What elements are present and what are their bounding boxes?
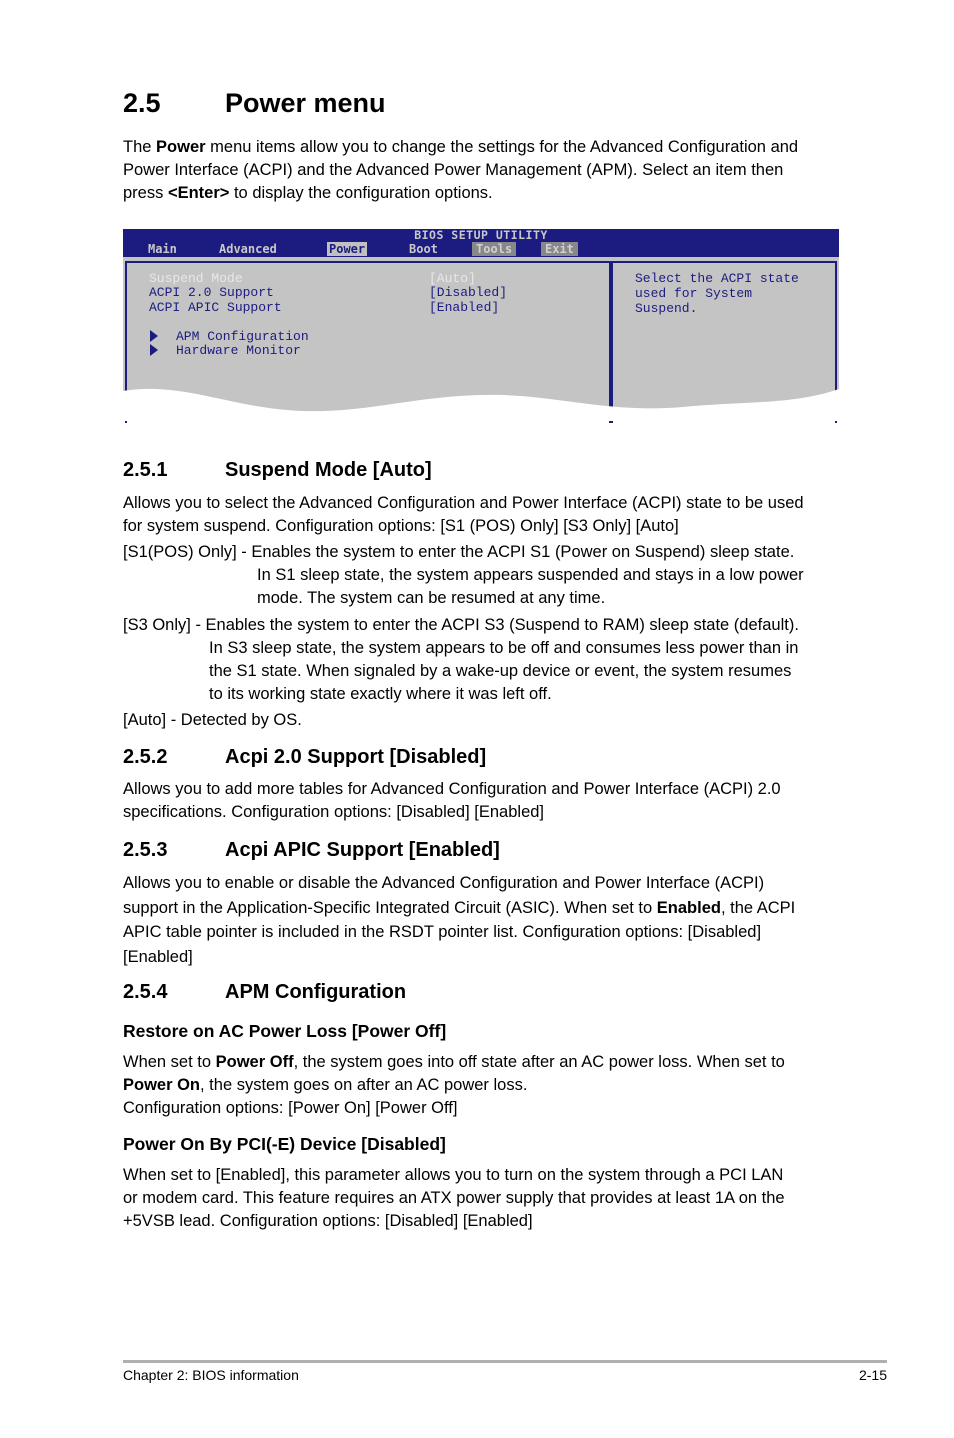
body-line: In S1 sleep state, the system appears suspended and stays in a low power — [257, 566, 804, 584]
bios-value-acpi-apic[interactable]: [Enabled] — [429, 300, 500, 315]
footer-page-number: 2-15 — [858, 1367, 887, 1383]
s1-paragraph — [123, 492, 804, 538]
body-line: to its working state exactly where it was left off. — [209, 685, 552, 703]
section-number: 2.5.4 — [123, 981, 168, 1003]
section-heading-2-5-3 — [123, 839, 500, 862]
body-text: support in the Application-Specific Integrated Circuit (ASIC). When set to — [123, 898, 657, 917]
body-line: specifications. Configuration options: [Disabled] [Enabled] — [123, 803, 544, 821]
body-line: +5VSB lead. Configuration options: [Disabled] [Enabled] — [123, 1212, 533, 1230]
intro-bold: Power — [156, 138, 206, 156]
body-line: APIC table pointer is included in the RSDT pointer list. Configuration options: [Disabled] — [123, 923, 762, 941]
body-line: [S3 Only] - Enables the system to enter the ACPI S3 (Suspend to RAM) sleep state (default). — [123, 616, 799, 634]
body-line: [Enabled] — [123, 947, 193, 966]
intro-text: Power Interface (ACPI) and the Advanced Power Management (APM). Select an item then — [123, 161, 784, 179]
body-line: Configuration options: [Power On] [Power Off] — [123, 1099, 458, 1117]
bios-submenu-hardware-monitor[interactable]: Hardware Monitor — [176, 343, 301, 358]
sub1-paragraph — [123, 1051, 785, 1120]
intro-text: press — [123, 184, 168, 202]
section-heading-2-5-4 — [123, 981, 406, 1004]
intro-text: The — [123, 138, 157, 156]
body-line: Allows you to add more tables for Advanced Configuration and Power Interface (ACPI) 2.0 — [123, 780, 781, 798]
intro-paragraph — [123, 136, 863, 205]
bios-screenshot — [123, 229, 839, 419]
subheading-power-on-pci: Power On By PCI(-E) Device [Disabled] — [123, 1134, 446, 1154]
submenu-arrow-icon — [150, 330, 158, 342]
body-line: When set to [Enabled], this parameter allows you to turn on the system through a PCI LAN — [123, 1166, 784, 1184]
intro-bold: <Enter> — [167, 184, 230, 202]
body-text: , the ACPI — [720, 898, 796, 917]
section-title: Power menu — [225, 88, 386, 118]
bios-submenu-apm[interactable]: APM Configuration — [176, 329, 309, 344]
body-line: Allows you to enable or disable the Advanced Configuration and Power Interface (ACPI) — [123, 874, 765, 892]
bios-value-acpi20[interactable]: [Disabled] — [429, 285, 508, 300]
footer-chapter: Chapter 2: BIOS information — [123, 1367, 299, 1383]
section-title: Suspend Mode [Auto] — [225, 459, 432, 481]
bios-help-line: Select the ACPI state — [635, 271, 799, 286]
bios-item-suspend-mode[interactable]: Suspend Mode — [149, 271, 243, 286]
footer-divider — [123, 1360, 887, 1363]
body-line: Allows you to select the Advanced Configuration and Power Interface (ACPI) state to be used — [123, 494, 804, 512]
tab-advanced[interactable]: Advanced — [219, 242, 277, 256]
tab-exit[interactable]: Exit — [541, 242, 578, 256]
section-title: APM Configuration — [225, 981, 407, 1003]
body-bold: Enabled — [656, 898, 721, 917]
section-heading-2-5-1 — [123, 459, 432, 482]
bios-item-acpi20[interactable]: ACPI 2.0 Support — [149, 285, 274, 300]
subheading-restore-ac: Restore on AC Power Loss [Power Off] — [123, 1021, 447, 1041]
section-number: 2.5.3 — [123, 839, 168, 861]
tab-boot[interactable]: Boot — [409, 242, 438, 256]
body-bold: Power On — [123, 1076, 201, 1094]
section-title: Acpi 2.0 Support [Disabled] — [225, 746, 487, 768]
body-text: When set to — [123, 1053, 216, 1071]
section-heading-2-5-2 — [123, 746, 486, 769]
sub2-paragraph — [123, 1164, 785, 1233]
intro-text: menu items allow you to change the settings for the Advanced Configuration and — [205, 138, 799, 156]
s3-paragraph — [123, 871, 795, 969]
s2-paragraph — [123, 778, 781, 824]
body-line: mode. The system can be resumed at any time. — [257, 589, 606, 607]
s1-option-s3 — [123, 614, 799, 706]
section-number: 2.5 — [123, 88, 161, 118]
submenu-arrow-icon — [150, 344, 158, 356]
bios-help-line: used for System — [635, 286, 753, 301]
bios-menu-bar — [123, 229, 839, 257]
section-number: 2.5.2 — [123, 746, 168, 768]
page-title — [123, 88, 386, 119]
body-line: In S3 sleep state, the system appears to be off and consumes less power than in — [209, 639, 799, 657]
body-line: for system suspend. Configuration options: [S1 (POS) Only] [S3 Only] [Auto] — [123, 517, 679, 535]
tab-main[interactable]: Main — [148, 242, 177, 256]
tab-tools[interactable]: Tools — [472, 242, 516, 256]
bios-value-suspend-mode[interactable]: [Auto] — [429, 271, 476, 286]
intro-text: to display the configuration options. — [229, 184, 493, 202]
body-line: [S1(POS) Only] - Enables the system to enter the ACPI S1 (Power on Suspend) sleep state. — [123, 543, 795, 561]
tab-power[interactable]: Power — [329, 242, 366, 256]
body-bold: Power Off — [215, 1053, 294, 1071]
section-title: Acpi APIC Support [Enabled] — [225, 839, 500, 861]
s1-option-s1 — [123, 541, 804, 610]
body-text: , the system goes into off state after an AC power loss. When set to — [293, 1053, 785, 1071]
bios-help-line: Suspend. — [635, 301, 698, 316]
bios-title: BIOS SETUP UTILITY — [414, 228, 548, 242]
torn-edge — [123, 379, 839, 421]
body-line: or modem card. This feature requires an ATX power supply that provides at least 1A on the — [123, 1189, 785, 1207]
body-line: the S1 state. When signaled by a wake-up device or event, the system resumes — [209, 662, 792, 680]
s1-option-auto: [Auto] - Detected by OS. — [123, 711, 302, 729]
body-text: , the system goes on after an AC power loss. — [200, 1076, 528, 1094]
bios-item-acpi-apic[interactable]: ACPI APIC Support — [149, 300, 282, 315]
section-number: 2.5.1 — [123, 459, 168, 481]
